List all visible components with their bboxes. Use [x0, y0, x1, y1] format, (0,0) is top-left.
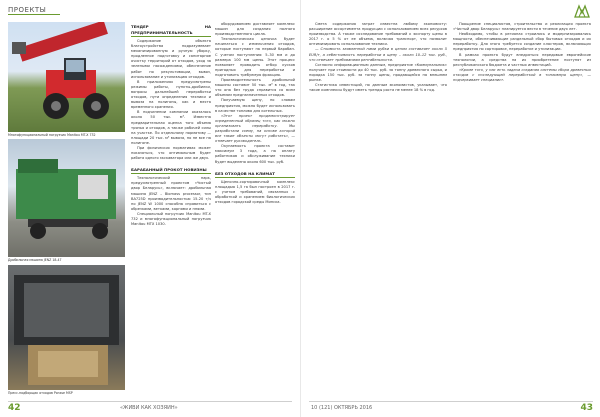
paragraph: Специальный погрузчик Manitou MT-X 732 и многофункциональный погрузчик Manitou MTX 1030. [131, 211, 211, 227]
press-image [8, 265, 125, 390]
section-label: ПРОЕКТЫ [8, 6, 47, 14]
photo-caption: Пресс-подборщик отходов Ponsse MSP [8, 391, 73, 395]
paragraph: В подчинении компании оказалось около 50 тыс. м³. Известна предварительная оценка того объема тряпья и отходов, а также рабочей силы на участке. По отдельному нормативу — площади 20 тыс. м³ вывоза, но не все на полигоне. [131, 110, 211, 145]
paragraph: Поощрение специалистов, строительство и реализация проекта «Чистый двор Беларусь» планируется вести в течение двух лет. [453, 22, 591, 32]
heading-rule [131, 173, 211, 174]
heading-rule [215, 177, 295, 178]
photo-press [8, 265, 125, 395]
press-illustration [8, 265, 125, 390]
paragraph: Статистика инвестиций, по данным экономистов, указывает, что такие комплексы будут иметь тренды роста не менее 18 % в год. [309, 83, 447, 93]
page-number: 43 [580, 403, 593, 413]
issue-date: 10 (121) ОКТЯБРЬ 2016 [311, 405, 373, 411]
photo-caption: Многофункциональный погрузчик Manitou MT-X 732 [8, 133, 96, 137]
section-rule [8, 14, 60, 15]
footer-rule [309, 401, 593, 402]
footer-rule [8, 401, 292, 402]
heading-rule [131, 36, 211, 37]
chipper-illustration [8, 139, 125, 257]
right-column-1 [309, 22, 447, 397]
photo-caption: Дробильная машина JENZ 18-47 [8, 258, 62, 262]
page-number: 42 [8, 403, 21, 413]
paragraph: В приложениях предусмотрены режимы работы, пункты-дробилки, вопросы дальнейшей переработки отходов, пути определения техники и вывоза на полигоны, как и места временного хранения. [131, 79, 211, 110]
paragraph: Технологическая цепочка будет начинаться с измельчения отходов, которые поступают на первый барабан. С учетом поступления: 5–30 мм и до размера 100 мм щепы. Этот процесс позволяет проводить отбор кусков пригодных для переработки и подготовить требуемую фракцию. [215, 37, 295, 77]
loader-illustration [8, 22, 125, 132]
paragraph: Окупаемость проекта составит максимум 3 года, а на оплату работников и обслуживание техники будет выделено около 600 тыс. руб. [215, 144, 295, 164]
right-page [300, 0, 600, 417]
paragraph: Щепочно-сортировочный комплекс площадью 1,5 га был построен в 2017 г. с учетом требований, связанных с обработкой и хранением биологических отходов городской среды Минска. [215, 179, 295, 204]
paragraph: Содержание объекта благоустройства подразумевает механизированную и ручную уборку, продленное подготовку и санитарное очистку территорий от отходов, уход за зелеными насаждениями, обеспечение работ по рекультивации, вывоз, использование и утилизацию отходов. [131, 39, 211, 79]
paragraph: Получаемую щепу, по словам предприятия, можно будет использовать в качестве топлива для котельных. [215, 98, 295, 113]
chipper-image [8, 139, 125, 257]
right-footer [301, 401, 600, 413]
left-column-1 [131, 22, 211, 397]
paragraph: Согласно информационным данным, предприятие «Коммунальник» получает при стоимости до 40 тыс. руб. за тонну древесного сырья, и порядка 150 тыс. руб. за тонну щепы, продающейся на внешнем рынке. [309, 62, 447, 83]
paragraph: оборудованием доставляет комплекс машин для создания полного производственного цикла. [215, 22, 295, 37]
article-heading: ТЕНДЕР НА ПРЕДПРИНИМАТЕЛЬНОСТЬ [131, 24, 211, 35]
paragraph: При физических нормативах может показаться, что оптимальным будет работа одного экскаватора или же двух. [131, 145, 211, 161]
photo-loader [8, 22, 125, 137]
right-column-2 [453, 22, 591, 397]
loader-image [8, 22, 125, 132]
paragraph: Необходимо, чтобы в регионах строились и модернизировались мощности, обеспечивающие раздельный сбор бытовых отходов и их переработку. Для этого требуется создание кластеров, включающих предприятия по сортировке, переработке и утилизации. [453, 32, 591, 52]
left-column-2 [215, 22, 295, 397]
magazine-logo-icon [574, 4, 590, 18]
photo-chipper [8, 139, 125, 262]
left-footer [0, 401, 300, 413]
paragraph: Производительность дробильной машины составит 50 тыс. м³ в год, так что она без труда справится со всем объемом предназначенных отходов. [215, 78, 295, 98]
magazine-title: «ЖИВИ КАК ХОЗЯИН» [120, 405, 178, 411]
article-subheading: БЕЗ ОТХОДОВ НА КЛИМАТ [215, 170, 275, 176]
article-subheading: БАРАБАННЫЙ ПРОКОТ НОВИЗНЫ [131, 167, 207, 173]
paragraph: В рамках проекта будут внедряться передовые европейские технологии, а средства на их приобретение поступят из республиканского бюджета и частных инвестиций. [453, 52, 591, 67]
quote-paragraph: — Стоимость заявленной нами рубки в целом составляет около 5 EUR/т, а себестоимость переработки в щепу – около 10–12 тыс. руб., что отвечает требованиям рентабельности. [309, 47, 447, 62]
paragraph: Технологический парк, предусмотренный проектом «Чистый двор Беларусь», включает: дробильная машина JENZ – Biomass processor, тип BA725D производительностью 15-20 т/ч по JENZ W 1000 способна справиться с обрезками, ветками, корнями и пнями. [131, 176, 211, 211]
quote-paragraph: «Этот проект продемонстрирует определенный образец того, как можно организовать переработку. Мы разработали схему, на основе которой все такие объекты могут работать», — отмечает руководитель. [215, 113, 295, 144]
quote-paragraph: «Кроме того, у нас есть задача создания системы сбора древесных отходов с последующей переработкой в топливную щепу», — подчеркивает специалист. [453, 67, 591, 83]
paragraph: Смета содержания затрат известна любому экономисту: расширение ассортимента продукции с использованием всех ресурсов производства. А также исследование требований к экспорту щепы в 2017 г. о 5 % от ее объема, включая транспорт, что позволит оптимизировать использование техники. [309, 22, 447, 47]
